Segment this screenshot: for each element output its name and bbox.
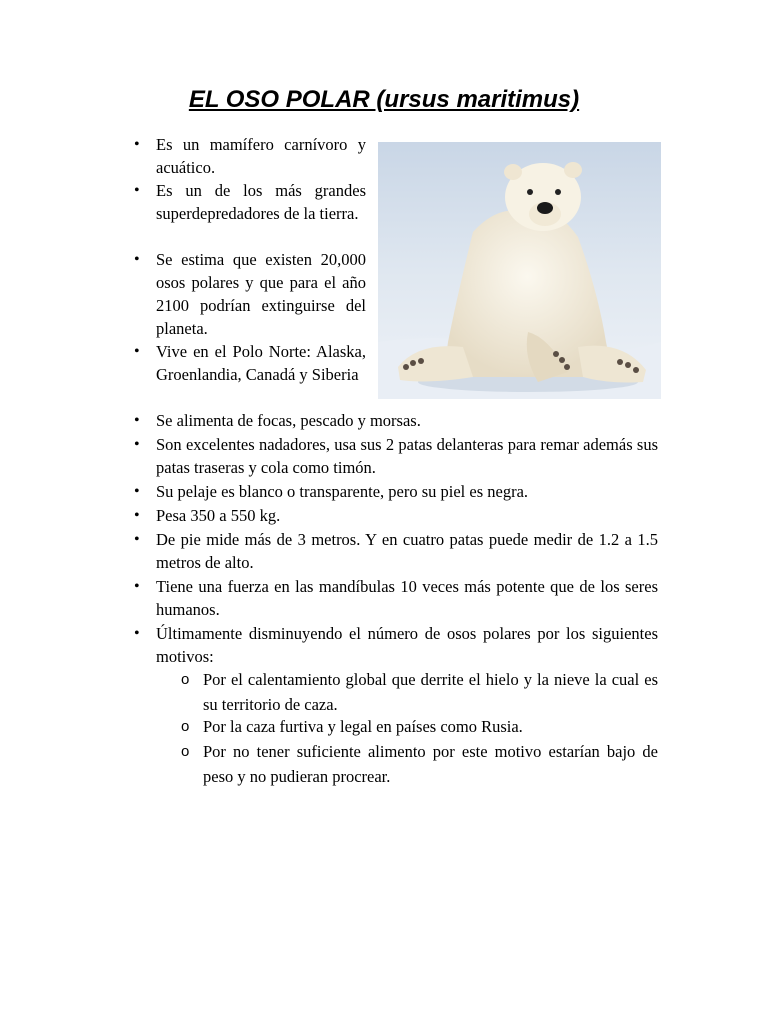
list-item: • Su pelaje es blanco o transparente, pero su piel es negra. [156, 480, 658, 503]
list-item: • Tiene una fuerza en las mandíbulas 10 veces más potente que de los seres humanos. [156, 575, 658, 621]
list-item: • Se alimenta de focas, pescado y morsas. [156, 409, 658, 432]
list-item: • Últimamente disminuyendo el número de osos polares por los siguientes motivos: [156, 622, 658, 668]
list-item: • Es un mamífero carnívoro y acuático. [156, 133, 366, 179]
sub-list-item: o Por no tener suficiente alimento por este motivo estarían bajo de peso y no pudieran procrear. [203, 739, 658, 789]
sub-list-item: o Por la caza furtiva y legal en países como Rusia. [203, 714, 658, 739]
list-item: • Pesa 350 a 550 kg. [156, 504, 658, 527]
list-item: • De pie mide más de 3 metros. Y en cuatro patas puede medir de 1.2 a 1.5 metros de alto. [156, 528, 658, 574]
list-item: • Se estima que existen 20,000 osos polares y que para el año 2100 podrían extinguirse del planeta. [156, 248, 366, 340]
page-title: EL OSO POLAR (ursus maritimus) [188, 86, 580, 113]
sub-list-item: o Por el calentamiento global que derrite el hielo y la nieve la cual es su territorio de caza. [203, 667, 658, 717]
list-item: • Vive en el Polo Norte: Alaska, Groenlandia, Canadá y Siberia [156, 340, 366, 386]
list-item: • Es un de los más grandes superdepredadores de la tierra. [156, 179, 366, 225]
list-item: • Son excelentes nadadores, usa sus 2 patas delanteras para remar además sus patas traseras y cola como timón. [156, 433, 658, 479]
polar-bear-photo [378, 142, 661, 399]
